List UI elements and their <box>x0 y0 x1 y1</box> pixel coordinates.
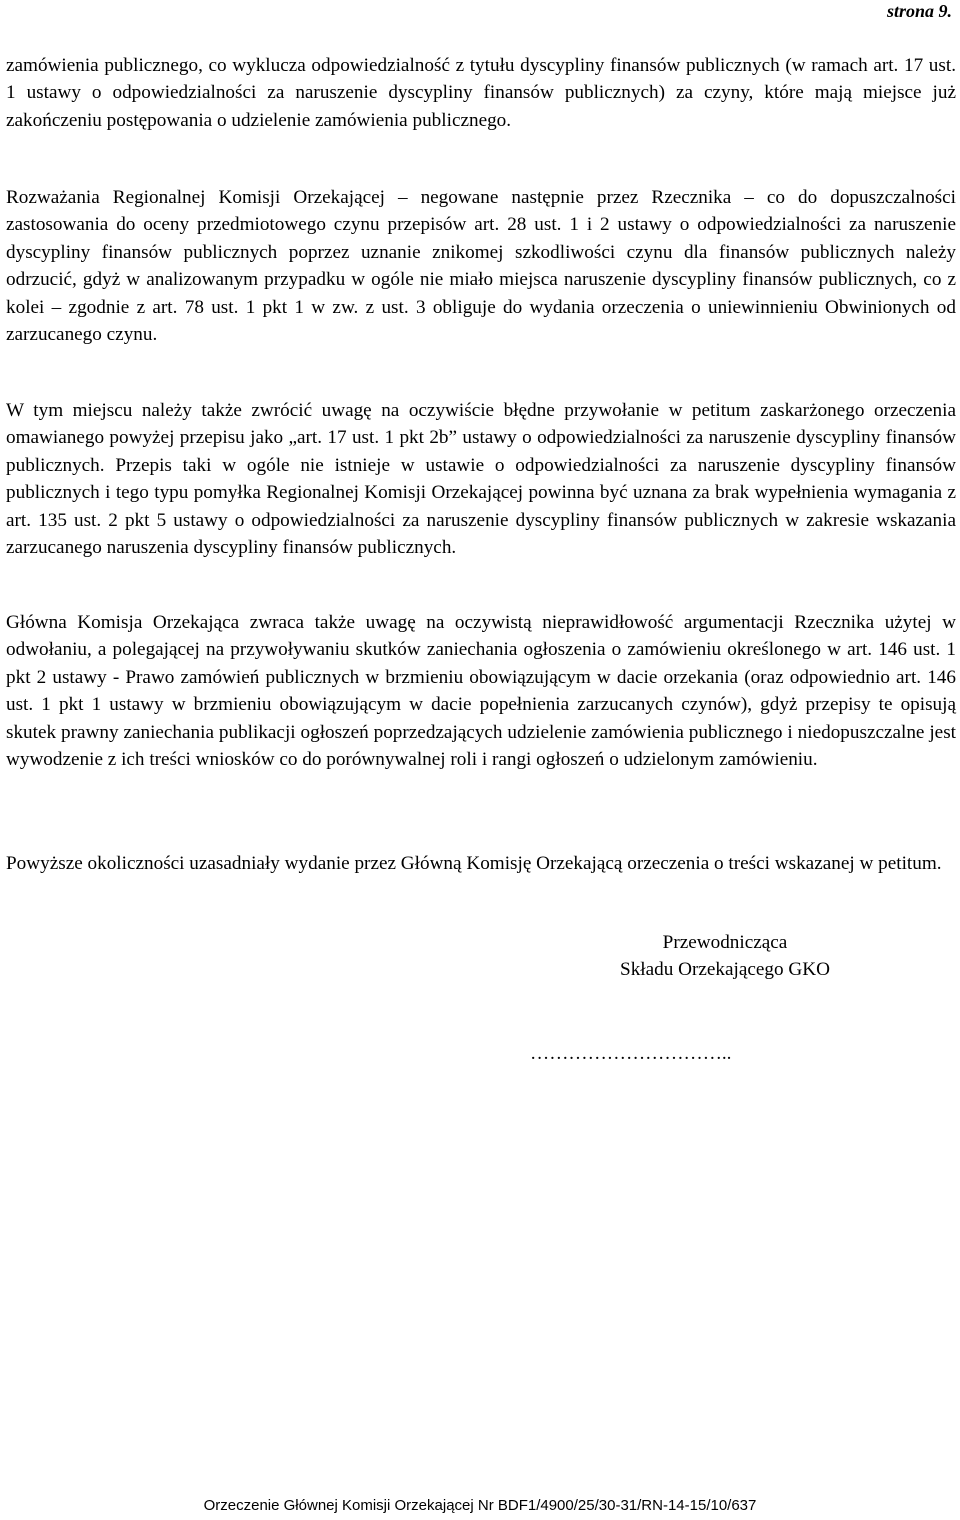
paragraph-1: zamówienia publicznego, co wyklucza odpowiedzialność z tytułu dyscypliny finansów publicznych (w ramach art. 17 ust. 1 ustawy o odpowiedzialności za naruszenie dyscypliny finansów publicznych) za czyny, które mają miejsce już zakończeniu postępowania o udzielenie zamówienia publicznego. <box>6 55 956 131</box>
paragraph-3: W tym miejscu należy także zwrócić uwagę na oczywiście błędne przywołanie w petitum zaskarżonego orzeczenia omawianego powyżej przepisu jako „art. 17 ust. 1 pkt 2b” ustawy o odpowiedzialności za naruszenie dyscypliny finansów publicznych. Przepis taki w ogóle nie istnieje w ustawie o odpowiedzialności za naruszenie dyscypliny finansów publicznych i tego typu pomyłka Regionalnej Komisji Orzekającej powinna być uznana za brak wypełnienia wymagania z art. 135 ust. 2 pkt 5 ustawy o odpowiedzialności za naruszenie dyscypliny finansów publicznych w zakresie wskazania zarzucanego naruszenia dyscypliny finansów publicznych. <box>6 400 956 559</box>
signature-title: Przewodnicząca <box>662 932 788 953</box>
page-number: strona 9. <box>886 1 952 21</box>
paragraph-2: Rozważania Regionalnej Komisji Orzekającej – negowane następnie przez Rzecznika – co do dopuszczalności zastosowania do oceny przedmiotowego czynu przepisów art. 28 ust. 1 i 2 ustawy o odpowiedzialności za naruszenie dyscypliny finansów publicznych poprzez uznanie znikomej szkodliwości czynu dla finansów publicznych należy odrzucić, gdyż w analizowanym przypadku w ogóle nie miało miejsca naruszenie dyscypliny finansów publicznych, co z kolei – zgodnie z art. 78 ust. 1 pkt 1 w zw. z ust. 3 obliguje do wydania orzeczenia o uniewinnieniu Obwinionych od zarzucanego czynu. <box>6 187 956 346</box>
signature-body: Składu Orzekającego GKO <box>620 959 830 980</box>
paragraph-5: Powyższe okoliczności uzasadniały wydanie przez Główną Komisję Orzekającą orzeczenia o treści wskazanej w petitum. <box>6 853 942 874</box>
paragraph-4: Główna Komisja Orzekająca zwraca także uwagę na oczywistą nieprawidłowość argumentacji Rzecznika użytej w odwołaniu, a polegającej na przywoływaniu skutków zaniechania ogłoszenia o zamówieniu określonego w art. 146 ust. 1 pkt 2 ustawy - Prawo zamówień publicznych w brzmieniu obowiązującym w dacie orzekania (oraz odpowiednio art. 146 ust. 1 pkt 1 ustawy w brzmieniu obowiązującym w dacie popełnienia zarzucanych czynów), gdyż przepisy te opisują skutek prawny zaniechania publikacji ogłoszeń poprzedzających udzielenie zamówienia publicznego i niedopuszczalne jest wywodzenie z ich treści wniosków co do porównywalnej roli i rangi ogłoszeń o udzielonym zamówieniu. <box>6 612 956 771</box>
signature-line: ………………………….. <box>530 1043 732 1064</box>
page-footer: Orzeczenie Głównej Komisji Orzekającej Nr BDF1/4900/25/30-31/RN-14-15/10/637 <box>203 1497 757 1514</box>
